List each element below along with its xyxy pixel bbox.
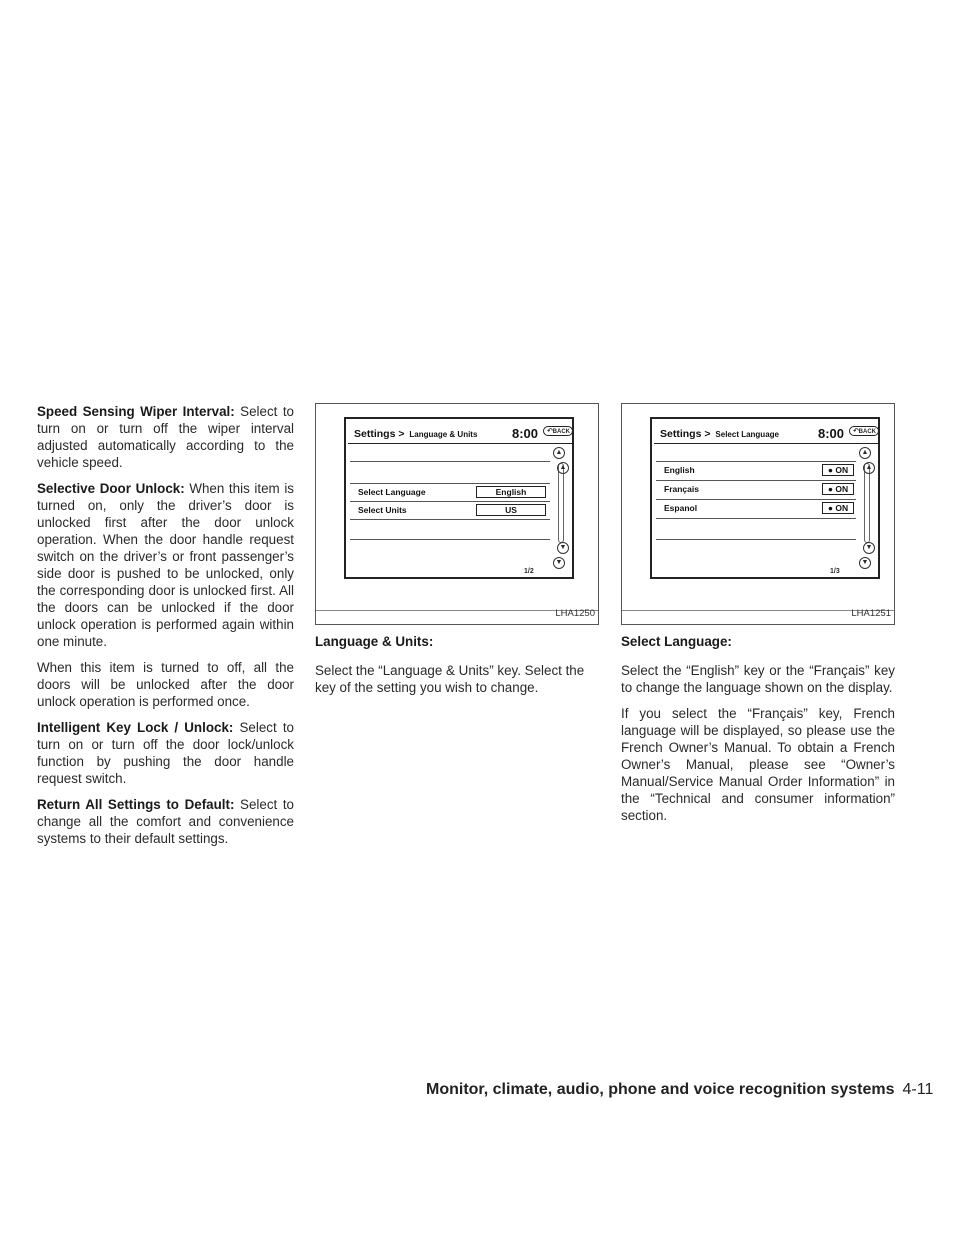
figure-code: LHA1251 (851, 608, 891, 619)
intelligent-key-paragraph (37, 719, 294, 787)
select-language-text: Select the “English” key or the “Français” key to change the language shown on the display. (621, 663, 895, 695)
screen-title-text: Settings > (660, 428, 711, 440)
row-toggle (822, 464, 854, 476)
screen-subtitle: Select Language (715, 430, 779, 439)
language-units-text: Select the “Language & Units” key. Select the key of the setting you wish to change. (315, 663, 585, 695)
divider (654, 443, 878, 444)
screen-title (660, 426, 779, 443)
figure-code: LHA1250 (555, 608, 595, 619)
screen-title (354, 426, 477, 443)
row-english (664, 462, 856, 479)
clock: 8:00 (512, 426, 539, 441)
page-footer (426, 1081, 933, 1099)
row-select-language (358, 484, 550, 501)
language-units-heading: Language & Units: (315, 634, 434, 649)
display-screen (344, 417, 574, 579)
door-unlock-off-paragraph: When this item is turned to off, all the doors will be unlocked after the door unlock operation is performed once. (37, 660, 294, 709)
left-column (37, 403, 294, 856)
back-button (849, 426, 879, 436)
row-value: ON (835, 503, 849, 513)
select-language-heading: Select Language: (621, 634, 732, 649)
row-value: English (476, 486, 546, 498)
scroll-track (864, 463, 870, 543)
return-default-term: Return All Settings to Default: (37, 797, 235, 812)
intelligent-key-text: Select to turn on or turn off the door lock/unlock function by pushing the door handle request switch. (37, 720, 294, 786)
row-value: ON (835, 465, 849, 475)
row-label: Français (664, 484, 699, 494)
figure-language-units (315, 403, 599, 625)
row-label: English (664, 465, 695, 475)
chapter-title: Monitor, climate, audio, phone and voice recognition systems (426, 1081, 895, 1098)
screen-title-text: Settings > (354, 428, 405, 440)
back-button (543, 426, 573, 436)
back-label: BACK (552, 429, 570, 435)
scroll-up-icon: ▲ (553, 447, 565, 459)
row-toggle (822, 483, 854, 495)
row-espanol (664, 500, 856, 517)
scroll-track (558, 463, 564, 543)
clock: 8:00 (818, 426, 845, 441)
display-screen (650, 417, 880, 579)
on-dot-icon: ● (827, 503, 833, 513)
divider (656, 518, 856, 519)
screen-subtitle: Language & Units (409, 430, 478, 439)
page-indicator: 1/3 (830, 568, 840, 575)
row-francais (664, 481, 856, 498)
page-number: 4-11 (902, 1081, 934, 1098)
scroll-up-small-icon: ▲ (557, 462, 569, 474)
scroll-down-icon: ▼ (553, 557, 565, 569)
speed-wiper-text: Select to turn on or turn off the wiper interval adjusted automatically according to the vehicle speed. (37, 404, 294, 470)
divider (348, 443, 572, 444)
figure-select-language (621, 403, 895, 625)
page-indicator: 1/2 (524, 568, 534, 575)
middle-column (315, 403, 599, 705)
door-unlock-paragraph (37, 480, 294, 650)
row-value: ON (835, 484, 849, 494)
door-unlock-text: When this item is turned on, only the driver’s door is unlocked first after the door unlock operation. When the door handle request switch on the driver’s or front passenger’s side door is pushed to be unlocked, only the corresponding door is unlocked first. All the doors can be unlocked if the door unlock operation is performed again within one minute. (37, 481, 294, 649)
back-arrow-icon: ↶ (547, 428, 553, 435)
on-dot-icon: ● (827, 465, 833, 475)
scroll-down-small-icon: ▼ (557, 542, 569, 554)
back-label: BACK (858, 429, 876, 435)
french-manual-text: If you select the “Français” key, French language will be displayed, so please use the French Owner’s Manual. To obtain a French Owner’s Manual, please see “Owner’s Manual/Service Manual Order Information” in the “Technical and consumer information” section. (621, 706, 895, 823)
divider (350, 461, 550, 462)
divider (350, 539, 550, 540)
row-label: Select Language (358, 487, 426, 497)
row-select-units (358, 502, 550, 519)
return-default-text: Select to change all the comfort and convenience systems to their default settings. (37, 797, 294, 846)
speed-wiper-paragraph (37, 403, 294, 471)
speed-wiper-term: Speed Sensing Wiper Interval: (37, 404, 235, 419)
door-unlock-term: Selective Door Unlock: (37, 481, 185, 496)
row-label: Espanol (664, 503, 698, 513)
divider (350, 519, 550, 520)
row-value: US (476, 504, 546, 516)
scroll-up-small-icon: ▲ (863, 462, 875, 474)
scroll-down-icon: ▼ (859, 557, 871, 569)
scroll-down-small-icon: ▼ (863, 542, 875, 554)
back-arrow-icon: ↶ (853, 428, 859, 435)
right-column (621, 403, 895, 833)
on-dot-icon: ● (827, 484, 833, 494)
scroll-up-icon: ▲ (859, 447, 871, 459)
row-toggle (822, 502, 854, 514)
intelligent-key-term: Intelligent Key Lock / Unlock: (37, 720, 234, 735)
row-label: Select Units (358, 505, 407, 515)
return-default-paragraph (37, 796, 294, 847)
divider (656, 539, 856, 540)
